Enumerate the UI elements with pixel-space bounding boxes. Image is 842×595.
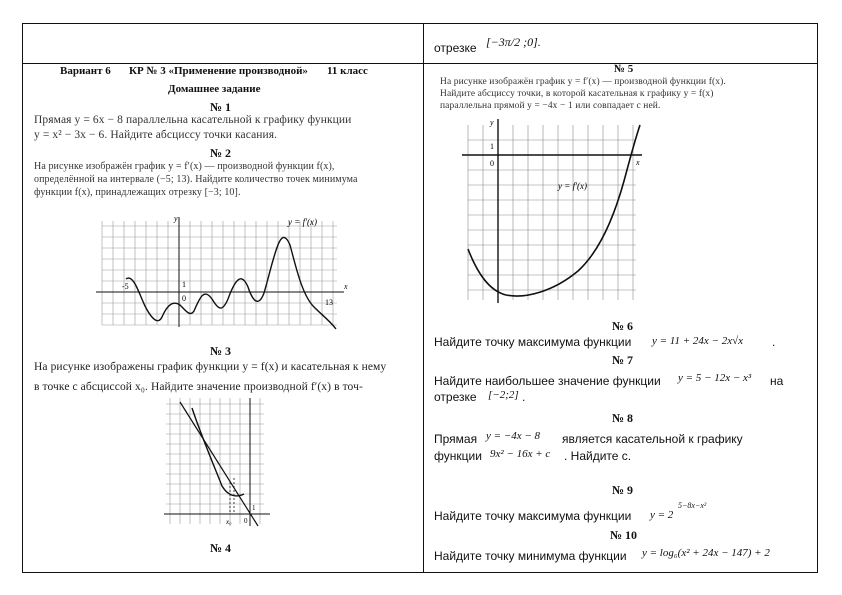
task-2-line1: На рисунке изображён график y = f′(x) — производной функции f(x), — [34, 161, 335, 172]
task-7-line2-dot: . — [522, 390, 526, 404]
task-9-number: № 9 — [612, 483, 634, 497]
task-4-number: № 4 — [210, 541, 232, 555]
task-10-text: Найдите точку минимума функции — [434, 549, 627, 563]
graph-2-y-label: y — [174, 214, 178, 223]
graph-3-one: 1 — [252, 504, 256, 512]
task-7-line2-prefix: отрезке — [434, 390, 477, 404]
graph-3-x0: x₀ — [226, 518, 232, 526]
graph-2-x-right: 13 — [325, 298, 333, 307]
task-3-graph — [162, 398, 272, 528]
interval-prefix: отрезке — [434, 41, 477, 55]
task-2-line3: функции f(x), принадлежащих отрезку [−3; 10]. — [34, 187, 241, 198]
interval-value: [−3π/2 ;0]. — [486, 35, 541, 49]
task-8-tail: является касательной к графику — [562, 432, 743, 446]
task-5-graph — [454, 115, 644, 305]
task-10-formula: y = log₆(x² + 24x − 147) + 2 — [642, 547, 770, 559]
task-8-line2-tail: . Найдите c. — [564, 449, 632, 463]
task-7-formula: y = 5 − 12x − x³ — [678, 372, 752, 384]
graph-3-gridlines — [166, 398, 264, 524]
homework-title: Домашнее задание — [168, 83, 261, 95]
task-2-number: № 2 — [210, 146, 232, 160]
task-6-tail: . — [772, 335, 776, 349]
task-3-line1: На рисунке изображены график функции y = f(x) и касательная к нему — [34, 361, 387, 373]
task-5-line3: параллельна прямой y = −4x − 1 или совпадает с ней. — [440, 101, 661, 111]
graph-5-zero: 0 — [490, 159, 494, 168]
kr-title: КР № 3 «Применение производной» — [129, 65, 308, 77]
task-8-number: № 8 — [612, 411, 634, 425]
graph-5-gridlines — [468, 125, 636, 300]
task-9-formula: y = 2 — [650, 509, 674, 521]
right-column — [424, 63, 818, 573]
graph-2-one: 1 — [182, 280, 186, 289]
task-6-number: № 6 — [612, 319, 634, 333]
task-9-exponent: 5−8x−x² — [678, 501, 707, 510]
graph-5-x-label: x — [636, 158, 640, 167]
variant-label: Вариант 6 — [60, 65, 111, 77]
graph-5-label: y = f′(x) — [558, 181, 588, 191]
task-3-number: № 3 — [210, 344, 232, 358]
top-right-interval — [424, 23, 818, 63]
left-column — [22, 63, 424, 573]
graph-5-y-label: y — [490, 118, 494, 127]
graph-2-x-label: x — [344, 282, 348, 291]
graph-5-one: 1 — [490, 142, 494, 151]
task-6-text: Найдите точку максимума функции — [434, 335, 632, 349]
graph-2-gridlines — [102, 221, 337, 325]
task-3-line2: в точке с абсциссой x₀. Найдите значение производной f′(x) в точ- — [34, 381, 363, 393]
task-1-number: № 1 — [210, 100, 232, 114]
task-7-tail: на — [770, 374, 784, 388]
task-7-text: Найдите наибольшее значение функции — [434, 374, 661, 388]
graph-2-label: y = f′(x) — [288, 217, 318, 227]
task-8-formula: y = −4x − 8 — [486, 430, 541, 442]
task-8-function: 9x² − 16x + c — [490, 448, 551, 460]
grade-label: 11 класс — [327, 65, 368, 77]
task-6-formula: y = 11 + 24x − 2x√x — [652, 335, 744, 347]
task-5-number: № 5 — [614, 63, 634, 75]
task-1-line2: y = x² − 3x − 6. Найдите абсциссу точки касания. — [34, 129, 278, 141]
graph-2-curve — [126, 237, 336, 329]
task-8-line2-prefix: функции — [434, 449, 482, 463]
task-5-line2: Найдите абсциссу точки, в которой касательная к графику y = f(x) — [440, 89, 714, 99]
graph-2-x-left: -5 — [122, 282, 129, 291]
task-8-text: Прямая — [434, 432, 478, 446]
task-7-number: № 7 — [612, 353, 634, 367]
task-2-line2: определённой на интервале (−5; 13). Найдите количество точек минимума — [34, 174, 358, 185]
task-5-line1: На рисунке изображён график y = f′(x) — производной функции f(x). — [440, 77, 726, 87]
empty-header-cell — [23, 24, 424, 64]
graph-2-zero: 0 — [182, 294, 186, 303]
task-1-line1: Прямая y = 6x − 8 параллельна касательной к графику функции — [34, 114, 352, 126]
task-9-text: Найдите точку максимума функции — [434, 509, 632, 523]
worksheet — [22, 23, 818, 573]
task-7-interval: [−2;2] — [488, 389, 519, 401]
graph-3-zero: 0 — [244, 517, 248, 525]
task-2-graph — [82, 213, 352, 331]
task-10-number: № 10 — [610, 528, 638, 542]
